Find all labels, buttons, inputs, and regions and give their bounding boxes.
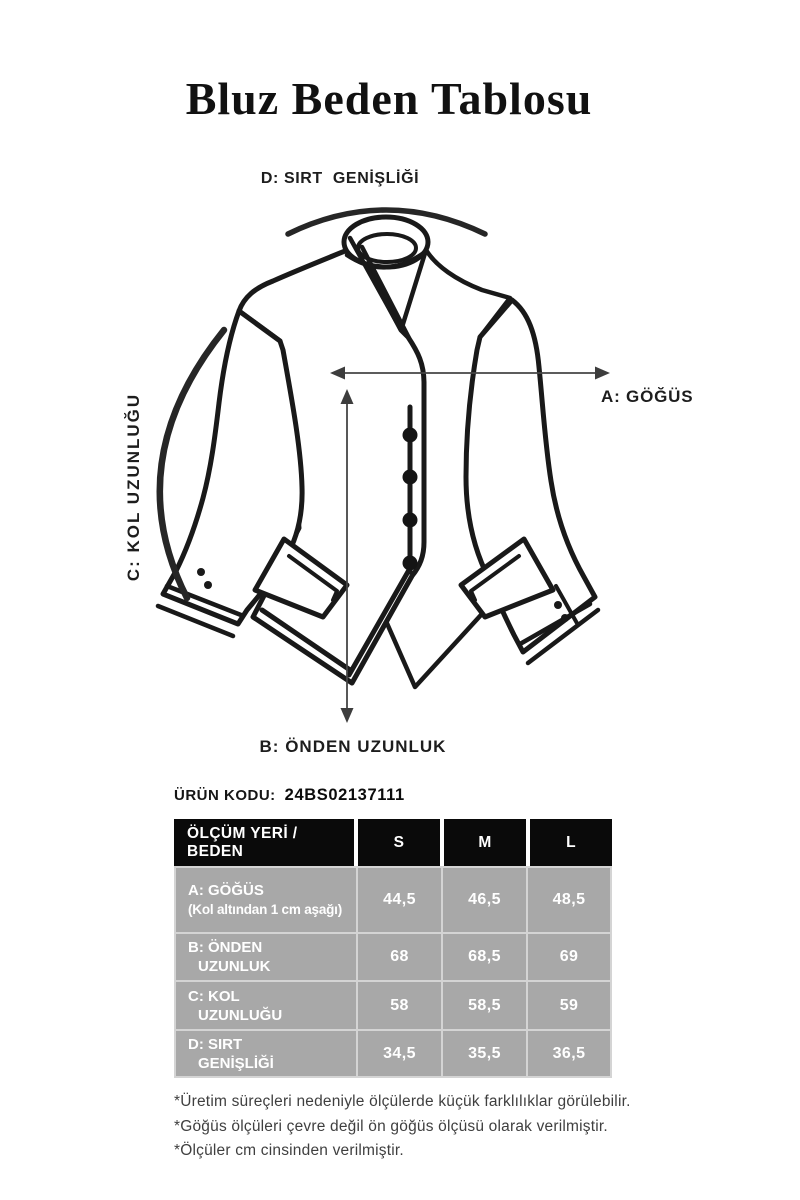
value-cell: 58	[358, 982, 441, 1029]
table-row-chest	[176, 868, 610, 932]
row-label-line: (Kol altından 1 cm aşağı)	[188, 902, 343, 917]
header-size-m: M	[444, 819, 526, 866]
value-cell: 35,5	[443, 1031, 526, 1076]
header-measure-cell: ÖLÇÜM YERİ / BEDEN	[174, 819, 354, 866]
product-code	[174, 786, 405, 805]
header-size-s: S	[358, 819, 440, 866]
back-width-label: D: SIRT GENİŞLİĞİ	[260, 170, 420, 187]
value-cell: 68,5	[443, 934, 526, 980]
chest-label: A: GÖĞÜS	[601, 387, 694, 406]
row-label-line: GENİŞLİĞİ	[198, 1054, 274, 1072]
footnotes	[174, 1090, 674, 1164]
row-label-cell	[176, 1031, 356, 1076]
value-cell: 34,5	[358, 1031, 441, 1076]
value-cell: 59	[528, 982, 610, 1029]
button	[403, 556, 418, 571]
button	[403, 428, 418, 443]
front-length-label: B: ÖNDEN UZUNLUK	[259, 737, 447, 756]
product-code-label: ÜRÜN KODU:	[174, 787, 276, 804]
value-cell: 44,5	[358, 868, 441, 932]
value-cell: 48,5	[528, 868, 610, 932]
row-label-line: UZUNLUĞU	[198, 1006, 283, 1024]
row-label-line: A: GÖĞÜS	[188, 882, 264, 899]
size-table-body	[174, 866, 612, 1078]
footnote: *Göğüs ölçüleri çevre değil ön göğüs ölçüsü olarak verilmiştir.	[174, 1117, 608, 1135]
row-label-cell	[176, 934, 356, 980]
footnote: *Üretim süreçleri nedeniyle ölçülerde küçük farklılıklar görülebilir.	[174, 1093, 631, 1110]
value-cell: 46,5	[443, 868, 526, 932]
value-cell: 68	[358, 934, 441, 980]
product-code-value: 24BS02137111	[284, 786, 405, 804]
page-title: Bluz Beden Tablosu	[185, 73, 593, 124]
value-cell: 36,5	[528, 1031, 610, 1076]
size-table	[174, 819, 612, 1078]
row-label-line: D: SIRT	[188, 1035, 243, 1053]
sleeve-length-label: C: KOL UZUNLUĞU	[124, 392, 143, 582]
footnote: *Ölçüler cm cinsinden verilmiştir.	[174, 1142, 404, 1159]
right-cuff-button	[561, 614, 569, 622]
right-cuff-button	[554, 601, 562, 609]
value-cell: 58,5	[443, 982, 526, 1029]
table-row-front-length	[176, 934, 610, 980]
table-row-back-width	[176, 1031, 610, 1076]
row-label-line: B: ÖNDEN	[188, 939, 263, 956]
table-row-sleeve-length	[176, 982, 610, 1029]
row-label-cell	[176, 868, 356, 932]
left-cuff-button	[197, 568, 205, 576]
row-label-line: C: KOL	[188, 987, 240, 1005]
size-table-header	[174, 819, 612, 866]
collar	[344, 217, 428, 267]
row-label-cell	[176, 982, 356, 1029]
value-cell: 69	[528, 934, 610, 980]
button	[403, 513, 418, 528]
header-size-l: L	[530, 819, 612, 866]
left-cuff-button	[204, 581, 212, 589]
button	[403, 470, 418, 485]
row-label-line: UZUNLUK	[198, 958, 271, 975]
